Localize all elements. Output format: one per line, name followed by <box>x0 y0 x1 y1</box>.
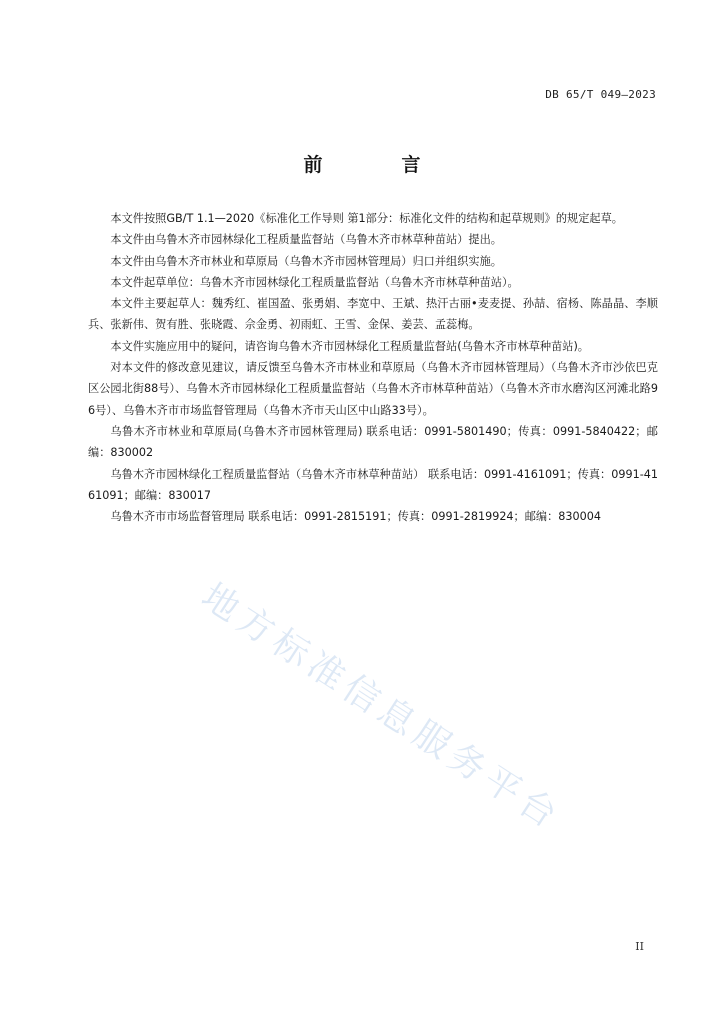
paragraph-drafting-basis: 本文件按照GB/T 1.1—2020《标准化工作导则 第1部分：标准化文件的结构和起草规则》的规定起草。 <box>110 212 623 225</box>
paragraph-drafting-unit: 本文件起草单位：乌鲁木齐市园林绿化工程质量监督站（乌鲁木齐市林草种苗站）。 <box>110 275 519 289</box>
page-title: 前 言 <box>303 154 451 176</box>
standard-code: DB 65/T 049—2023 <box>545 88 656 101</box>
paragraph-administrator: 本文件由乌鲁木齐市林业和草原局（乌鲁木齐市园林管理局）归口并组织实施。 <box>110 254 502 268</box>
paragraph-contact-forestry-bureau: 乌鲁木齐市林业和草原局(乌鲁木齐市园林管理局) 联系电话：0991-5801490；传真：0991-5840422；邮编：830002 <box>88 424 658 460</box>
paragraph-contact-quality-station: 乌鲁木齐市园林绿化工程质量监督站（乌鲁木齐市林草种苗站） 联系电话：0991-4161091；传真：0991-4161091；邮编：830017 <box>88 467 658 502</box>
watermark: 地方标准信息服务平台 <box>194 575 569 840</box>
document-body <box>88 208 658 527</box>
paragraph-drafters: 本文件主要起草人：魏秀红、崔国盈、张勇娟、李宽中、王斌、热汗古丽•麦麦提、孙喆、宿杨、陈晶晶、李顺兵、张新伟、贺有胜、张晓霞、佘金勇、初雨虹、王雪、金保、姜芸、孟蕊梅。 <box>88 297 658 332</box>
page-number: II <box>635 940 644 953</box>
paragraph-proposer: 本文件由乌鲁木齐市园林绿化工程质量监督站（乌鲁木齐市林草种苗站）提出。 <box>110 233 502 247</box>
paragraph-feedback: 对本文件的修改意见建议，请反馈至乌鲁木齐市林业和草原局（乌鲁木齐市园林管理局）（乌鲁木齐市沙依巴克区公园北街88号）、乌鲁木齐市园林绿化工程质量监督站（乌鲁木齐市林草种苗站）（乌鲁木齐市水磨沟区河滩北路96号）、乌鲁木齐市市场监督管理局（乌鲁木齐市天山区中山路33号）。 <box>88 361 658 417</box>
paragraph-inquiry: 本文件实施应用中的疑问，请咨询乌鲁木齐市园林绿化工程质量监督站(乌鲁木齐市林草种苗站)。 <box>110 339 589 353</box>
paragraph-contact-market-bureau: 乌鲁木齐市市场监督管理局 联系电话：0991-2815191；传真：0991-2819924；邮编：830004 <box>110 510 602 524</box>
